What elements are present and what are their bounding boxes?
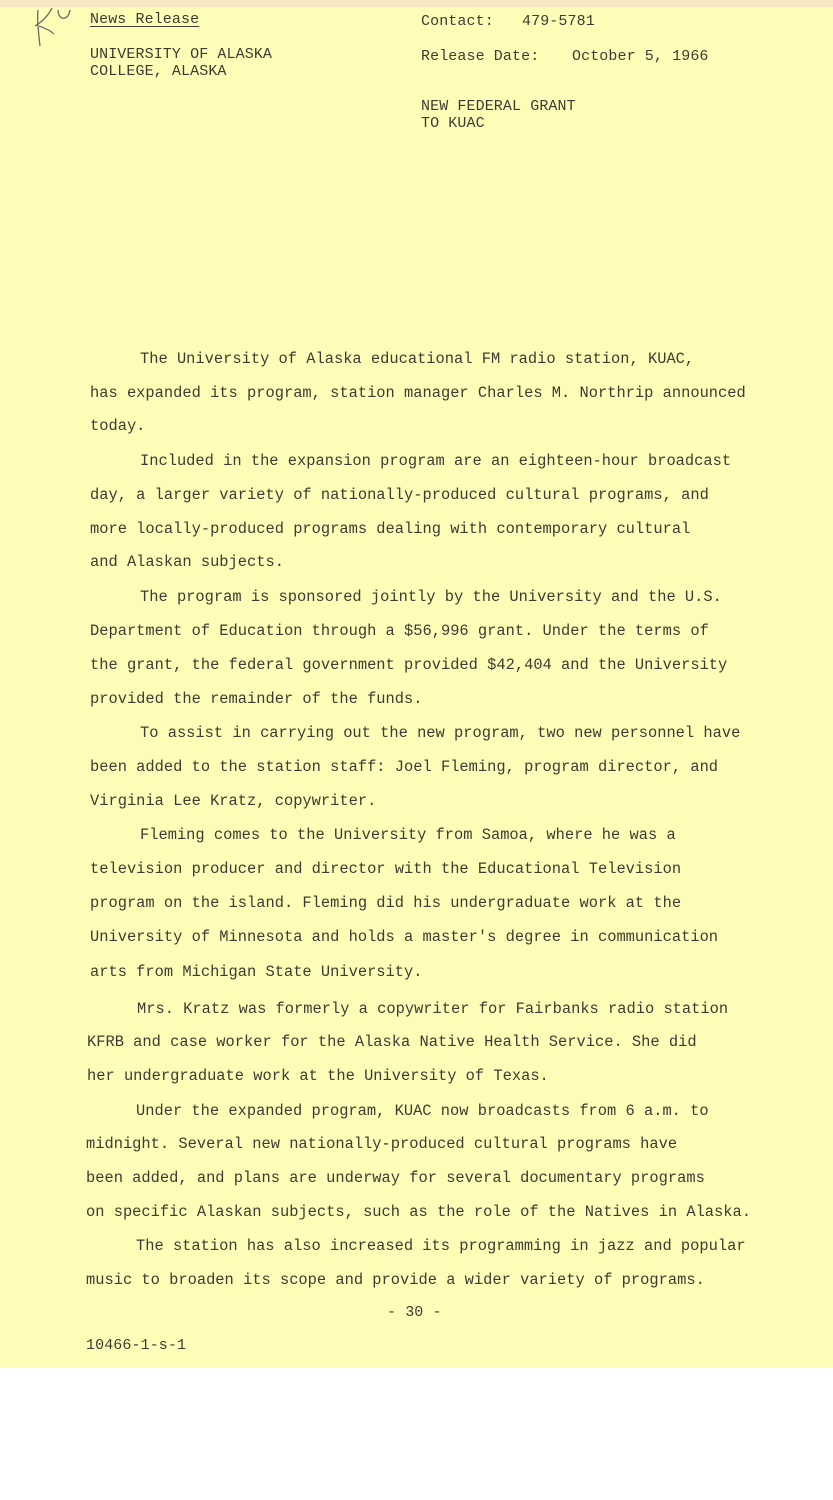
body-line: television producer and director with the Educational Television — [90, 860, 682, 878]
org-location: COLLEGE, ALASKA — [90, 63, 227, 80]
body-line: arts from Michigan State University. — [90, 963, 423, 981]
release-date: October 5, 1966 — [572, 48, 709, 65]
body-line: day, a larger variety of nationally-produced cultural programs, and — [90, 486, 709, 504]
body-line: her undergraduate work at the University of Texas. — [87, 1067, 549, 1085]
body-line: KFRB and case worker for the Alaska Native Health Service. She did — [87, 1033, 697, 1051]
body-line: Virginia Lee Kratz, copywriter. — [90, 792, 377, 810]
end-mark: - 30 - — [387, 1304, 442, 1321]
body-line: and Alaskan subjects. — [90, 553, 284, 571]
headline-line-2: TO KUAC — [421, 115, 485, 132]
contact-label: Contact: — [421, 13, 494, 30]
handwritten-mark-icon — [30, 4, 74, 48]
release-type: News Release — [90, 11, 200, 28]
body-line: been added to the station staff: Joel Fleming, program director, and — [90, 758, 719, 776]
body-line: the grant, the federal government provided $42,404 and the University — [90, 656, 728, 674]
body-line: on specific Alaskan subjects, such as the role of the Natives in Alaska. — [86, 1203, 751, 1221]
body-line: Under the expanded program, KUAC now broadcasts from 6 a.m. to — [136, 1102, 709, 1120]
body-line: The station has also increased its programming in jazz and popular — [136, 1237, 746, 1255]
contact-number: 479-5781 — [522, 13, 595, 30]
body-line: To assist in carrying out the new program, two new personnel have — [140, 724, 741, 742]
file-code: 10466-1-s-1 — [86, 1337, 187, 1354]
body-line: provided the remainder of the funds. — [90, 690, 423, 708]
body-line: today. — [90, 417, 146, 435]
body-line: music to broaden its scope and provide a wider variety of programs. — [86, 1271, 705, 1289]
body-line: The program is sponsored jointly by the University and the U.S. — [140, 588, 722, 606]
body-line: midnight. Several new nationally-produced cultural programs have — [86, 1135, 678, 1153]
body-line: Department of Education through a $56,996 grant. Under the terms of — [90, 622, 709, 640]
body-line: Fleming comes to the University from Samoa, where he was a — [140, 826, 676, 844]
body-line: has expanded its program, station manager Charles M. Northrip announced — [90, 384, 746, 402]
release-date-label: Release Date: — [421, 48, 540, 65]
body-line: University of Minnesota and holds a master's degree in communication — [90, 928, 719, 946]
headline: NEW FEDERAL GRANT — [421, 98, 576, 115]
body-line: Included in the expansion program are an eighteen-hour broadcast — [140, 452, 732, 470]
body-line: The University of Alaska educational FM radio station, KUAC, — [140, 350, 695, 368]
org-name: UNIVERSITY OF ALASKA — [90, 46, 273, 63]
body-line: Mrs. Kratz was formerly a copywriter for Fairbanks radio station — [137, 1000, 729, 1018]
body-line: more locally-produced programs dealing with contemporary cultural — [90, 520, 691, 538]
body-line: program on the island. Fleming did his undergraduate work at the — [90, 894, 682, 912]
page-edge — [0, 0, 833, 7]
body-line: been added, and plans are underway for several documentary programs — [86, 1169, 705, 1187]
